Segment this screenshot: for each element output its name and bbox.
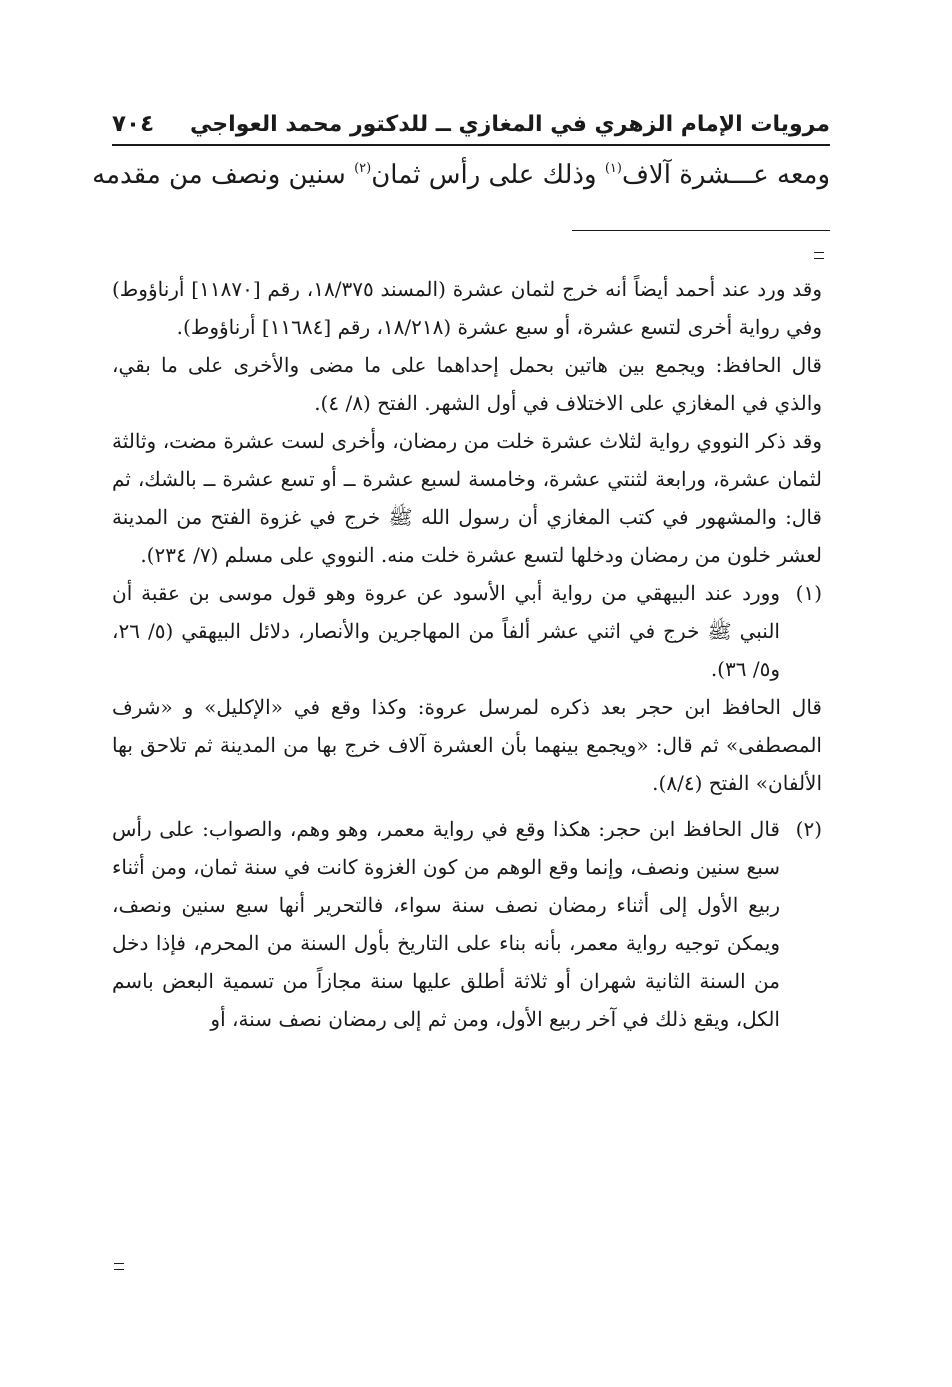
footnote-2 (112, 810, 822, 1038)
running-title: مرويات الإمام الزهري في المغازي ــ للدكتور محمد العواجي (190, 111, 830, 137)
main-text-part-2: وذلك على رأس ثمان (371, 160, 605, 190)
footnote-2-text: قال الحافظ ابن حجر: هكذا وقع في رواية معمر، وهو وهم، والصواب: على رأس سبع سنين ونصف، وإنما وقع الوهم من كون الغزوة كانت في سنة ثمان، ومن أثناء ربيع الأول إلى أثناء رمضان نصف سنة سواء، فالتحرير أنها سبع سنين ونصف، ويمكن توجيه رواية معمر، بأنه بناء على التاريخ بأول السنة من المحرم، فإذا دخل من السنة الثانية شهران أو ثلاثة أطلق عليها سنة مجازاً من تسمية البعض باسم الكل، ويقع ذلك في آخر ربيع الأول، ومن ثم إلى رمضان نصف سنة، أو (112, 817, 780, 1031)
continuation-mark-bottom (114, 1263, 124, 1270)
main-text (92, 150, 830, 200)
continuation-mark-top (814, 252, 824, 259)
header-rule (112, 144, 830, 146)
footnote-separator (572, 230, 830, 231)
footnote-1-continuation: قال الحافظ ابن حجر بعد ذكره لمرسل عروة: وكذا وقع في «الإكليل» و «شرف المصطفى» ثم قال: «ويجمع بينهما بأن العشرة آلاف خرج بها من المدينة ثم تلاحق بها الألفان» الفتح (٨/٤). (112, 695, 822, 795)
spacer (112, 802, 822, 810)
footnote-1-text: وورد عند البيهقي من رواية أبي الأسود عن عروة وهو قول موسى بن عقبة أن النبي ﷺ خرج في اثني عشر ألفاً من المهاجرين والأنصار، دلائل البيهقي (٥/ ٢٦، و٥/ ٣٦). (112, 581, 780, 681)
main-text-part-1: ومعه عـــشرة آلاف (621, 160, 830, 190)
running-header (112, 104, 830, 144)
footnote-1 (112, 574, 822, 688)
footnote-marker-1: (١) (604, 161, 622, 176)
footnote-2-number: (٢) (795, 817, 822, 841)
continued-note-paragraph: قال الحافظ: ويجمع بين هاتين بحمل إحداهما على ما مضى والأخرى على ما بقي، والذي في المغازي على الاختلاف في أول الشهر. الفتح (٨/ ٤). (112, 353, 822, 415)
continued-note-paragraph: وقد ورد عند أحمد أيضاً أنه خرج لثمان عشرة (المسند ١٨/٣٧٥، رقم [١١٨٧٠] أرناؤوط) وفي رواية أخرى لتسع عشرة، أو سبع عشرة (١٨/٢١٨، رقم [١١٦٨٤] أرناؤوط). (112, 277, 822, 339)
footnote-1-number: (١) (795, 581, 822, 605)
footnotes (112, 270, 822, 1038)
page-number: ٧٠٤ (112, 111, 155, 137)
main-text-part-3: سنين ونصف من مقدمه (92, 160, 355, 190)
footnote-marker-2: (٢) (354, 161, 372, 176)
continued-note-paragraph: وقد ذكر النووي رواية لثلاث عشرة خلت من رمضان، وأخرى لست عشرة مضت، وثالثة لثمان عشرة، ورابعة لثنتي عشرة، وخامسة لسبع عشرة ــ أو تسع عشرة ــ بالشك، ثم قال: والمشهور في كتب المغازي أن رسول الله ﷺ خرج في غزوة الفتح من المدينة لعشر خلون من رمضان ودخلها لتسع عشرة خلت منه. النووي على مسلم (٧/ ٢٣٤). (112, 429, 822, 567)
